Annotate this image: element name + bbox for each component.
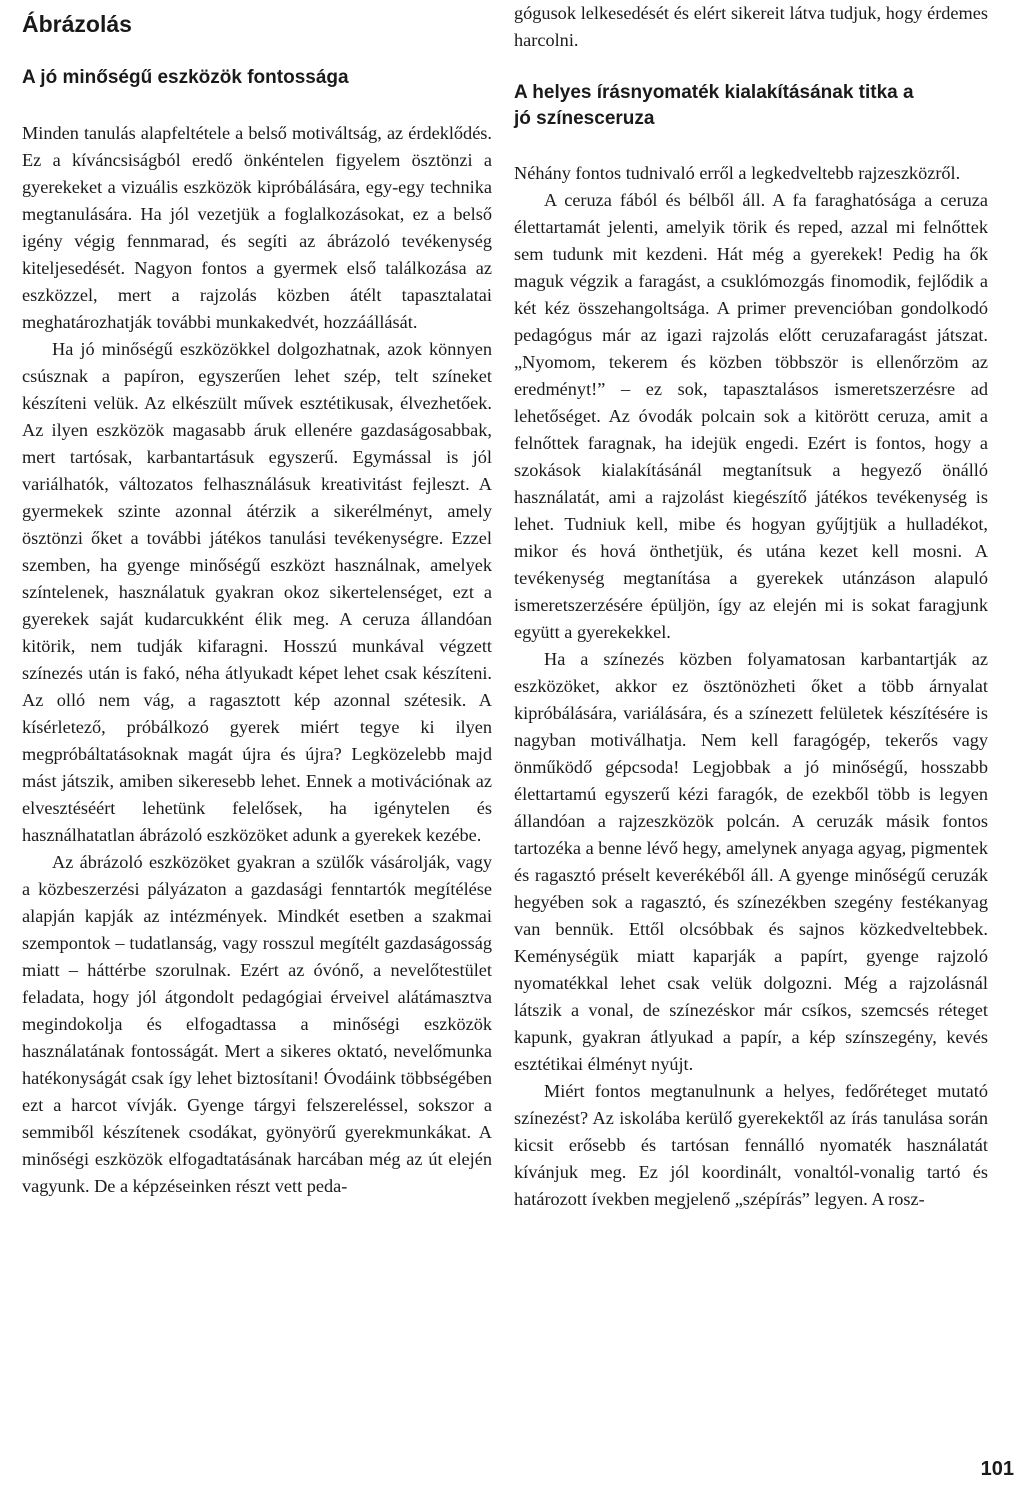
section-title: Ábrázolás [22, 11, 132, 37]
paragraph: Az ábrázoló eszközöket gyakran a szülők vásárolják, vagy a közbeszerzési pályázaton a gazdasági fenntartók megítélése alapján kapják az intézmények. Mindkét esetben a szakmai szempontok – tudatlanság, vagy rosszul megítélt gazdaságosság miatt – háttérbe szorulnak. Ezért az óvónő, a nevelőtestület feladata, hogy jól átgondolt pedagógiai érveivel alátámasztva megindokolja és elfogadtassa a minőségi eszközök használatának fontosságát. Mert a sikeres oktató, nevelőmunka hatékonyságát csak így lehet biztosítani! Óvodáink többségében ezt a harcot vívják. Gyenge tárgyi felszereléssel, sokszor a semmiből készítenek csodákat, gyönyörű gyerekmunkákat. A minőségi eszközök elfogadtatásának harcában még az út elején vagyunk. De a képzéseinken részt vett peda- [22, 852, 492, 1196]
paragraph: Ha jó minőségű eszközökkel dolgozhatnak, azok könnyen csúsznak a papíron, egyszerűen lehet szép, telt színeket készíteni velük. Az elkészült művek esztétikusak, élvezhetőek. Az ilyen eszközök magasabb áruk ellenére gazdaságosabbak, mert tartósak, karbantartásuk egyszerű. Egymással is jól variálhatók, változatos felhasználásuk kreativitást fejleszt. A gyermekek szinte azonnal átérzik a sikerélményt, amely ösztönzi őket a további játékos tanulási tevékenységre. Ezzel szemben, ha gyenge minőségű eszközt használnak, amelyek színtelenek, használatuk gyakran okoz sikertelenséget, ezt a gyerekek saját kudarcukként élik meg. A ceruza állandóan kitörik, nem tudják kifaragni. Hosszú munkával végzett színezés után is fakó, néha átlyukadt képet lehet csak készíteni. Az olló nem vág, a ragasztott kép azonnal szétesik. A kísérletező, próbálkozó gyerek miért tegye ki ilyen megpróbáltatásoknak magát újra és újra? Legközelebb majd mást játszik, amiben sikeresebb lehet. Ennek a motivációnak az elvesztéséért lehetünk felelősek, ha igénytelen és használhatatlan ábrázoló eszközöket adunk a gyerekek kezébe. [22, 339, 492, 845]
paragraph: Néhány fontos tudnivaló erről a legkedveltebb rajzeszközről. [514, 163, 961, 183]
right-subtitle: A helyes írásnyomaték kialakításának titka a jó színesceruza [514, 82, 914, 129]
left-column [22, 0, 492, 1200]
paragraph: Miért fontos megtanulnunk a helyes, fedőréteget mutató színezést? Az iskolába kerülő gyerekektől az írás tanulása során kicsit erősebb és tartósan fennálló nyomaték használatát kívánjuk meg. Ez jól koordinált, vonaltól-vonalig tartó és határozott ívekben megjelenő „szépírás” legyen. A rosz- [514, 1081, 988, 1209]
paragraph: A ceruza fából és bélből áll. A fa faraghatósága a ceruza élettartamát jelenti, amelyik törik és reped, azzal mi felnőttek sem tudunk mit kezdeni. Hát még a gyerekek! Pedig ha ők maguk végzik a faragást, a csuklómozgás finomodik, fejlődik a két kéz összehangoltsága. A primer prevencióban gondolkodó pedagógus már az igazi rajzolás előtt ceruzafaragást játszat. „Nyomom, tekerem és közben többször is ellenőrzöm az eredményt!” – ez sok, tapasztalásos ismeretszerzésre ad lehetőséget. Az óvodák polcain sok a kitörött ceruza, amit a felnőttek faragnak, ha idejük engedi. Ezért is fontos, hogy a szokások kialakításánál megtanítsuk a hegyező önálló használatát, ami a rajzolást kiegészítő játékos tevékenység is lehet. Tudniuk kell, mibe és hogyan gyűjtjük a hulladékot, mikor és hová önthetjük, és utána kezet kell mosni. A tevékenység megtanítása a gyerekek utánzáson alapuló ismeretszerzésére épüljön, így az elején mi is sokat faragjunk együtt a gyerekekkel. [514, 190, 988, 642]
right-column [514, 0, 988, 1213]
paragraph: gógusok lelkesedését és elért sikereit látva tudjuk, hogy érdemes harcolni. [514, 3, 988, 50]
paragraph: Ha a színezés közben folyamatosan karbantartják az eszközöket, akkor ez ösztönözheti őket a több árnyalat kipróbálására, variálására, és a színezett felületek készítésére is nagyban motiválhatja. Nem kell faragógép, tekerős vagy önműködő gépcsoda! Legjobbak a jó minőségű, hosszabb élettartamú egyszerű kézi faragók, de ezekből több is legyen állandóan a rajzeszközök polcán. A ceruzák másik fontos tartozéka a benne lévő hegy, amelynek anyaga agyag, pigmentek és ragasztó préselt keverékéből áll. A gyenge minőségű ceruzák hegyében sok a ragasztó, és színezékben szegény festékanyag van bennük. Ettől olcsóbbak és sajnos közkedveltebbek. Keménységük miatt kaparják a papírt, gyenge rajzoló nyomatékkal lehet csak velük dolgozni. Még a rajzolásnál látszik a vonal, de színezéskor már csíkos, szemcsés réteget kapunk, gyakran átlyukad a papír, a kép színszegény, kevés esztétikai élményt nyújt. [514, 649, 988, 1074]
paragraph: Minden tanulás alapfeltétele a belső motiváltság, az érdeklődés. Ez a kíváncsiságból eredő önkéntelen figyelem ösztönzi a gyerekeket a vizuális eszközök kipróbálására, egy-egy technika megtanulására. Ha jól vezetjük a foglalkozásokat, ez a belső igény végig fennmarad, és segíti az ábrázoló tevékenység kiteljesedését. Nagyon fontos a gyermek első találkozása az eszközzel, mert a rajzolás közben átélt tapasztalatai meghatározhatják további munkakedvét, hozzáállását. [22, 123, 492, 332]
left-subtitle: A jó minőségű eszközök fontossága [22, 67, 349, 88]
page-number: 101 [980, 1458, 1014, 1480]
